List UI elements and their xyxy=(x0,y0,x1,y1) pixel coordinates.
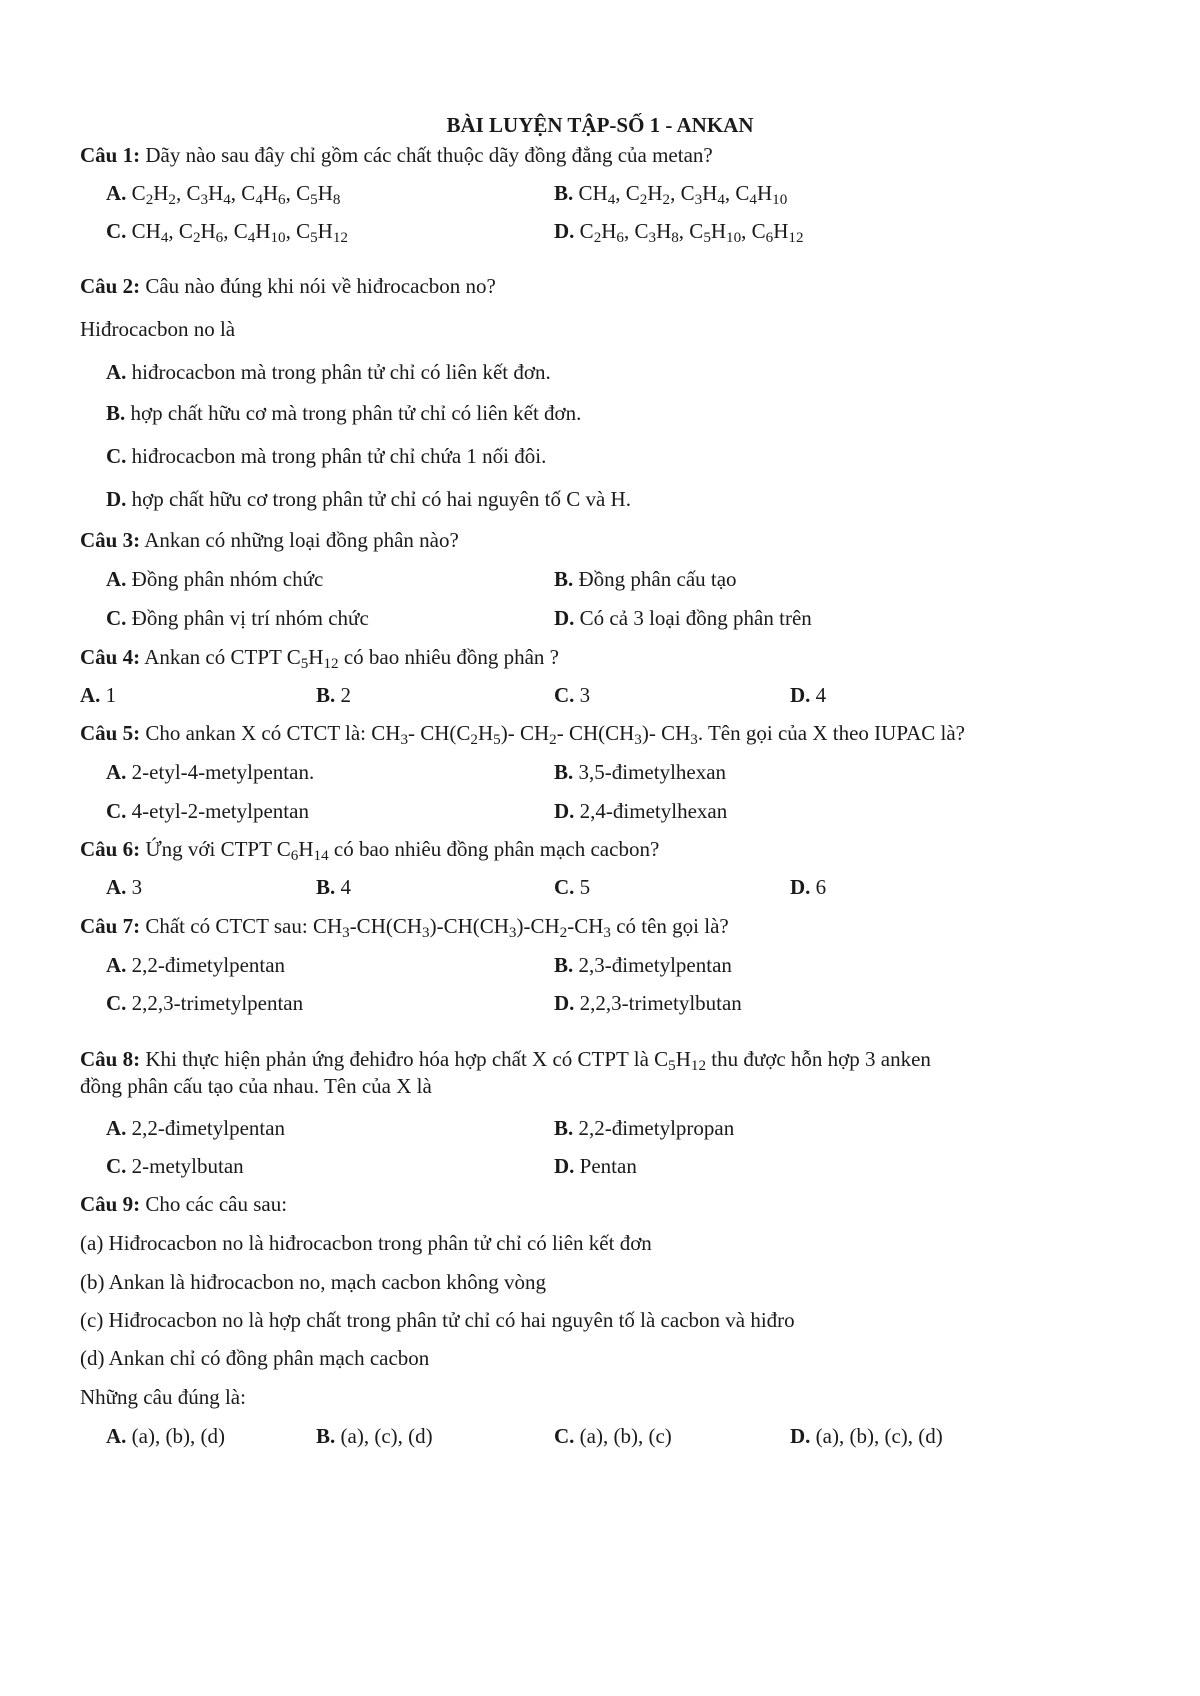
question-1 xyxy=(80,141,713,169)
option-label: D. xyxy=(790,875,811,899)
option-text: (a), (b), (c), (d) xyxy=(815,1424,943,1448)
question-label: Câu 8: xyxy=(80,1047,141,1071)
option-label: A. xyxy=(106,567,127,591)
q4-option-d xyxy=(790,681,826,709)
option-label: A. xyxy=(106,1424,127,1448)
q7-option-b xyxy=(554,951,732,979)
option-label: C. xyxy=(106,1154,127,1178)
question-7 xyxy=(80,912,729,940)
option-text: 3 xyxy=(131,875,143,899)
q1-option-c xyxy=(106,217,348,245)
question-6 xyxy=(80,835,659,863)
option-text: 3,5-đimetylhexan xyxy=(578,760,727,784)
question-text: Khi thực hiện phản ứng đehiđro hóa hợp chất X có CTPT là $C_5H_{12}$ thu được hỗn hợp 3 anken xyxy=(145,1047,931,1075)
q7-option-d xyxy=(554,989,742,1017)
option-text: hiđrocacbon mà trong phân tử chỉ có liên kết đơn. xyxy=(131,360,551,384)
option-label: B. xyxy=(316,683,336,707)
option-label: A. xyxy=(106,360,127,384)
question-text: Ankan có những loại đồng phân nào? xyxy=(144,528,459,552)
option-text: hiđrocacbon mà trong phân tử chỉ chứa 1 nối đôi. xyxy=(131,444,547,468)
option-label: D. xyxy=(554,799,575,823)
option-label: B. xyxy=(106,401,126,425)
question-text: Ankan có CTPT $C_5H_{12}$ có bao nhiêu đồng phân ? xyxy=(144,645,560,673)
option-label: C. xyxy=(106,606,127,630)
option-label: C. xyxy=(554,683,575,707)
option-text: Đồng phân vị trí nhóm chức xyxy=(131,606,369,630)
question-text: Cho ankan X có CTCT là: $CH_3-$ $CH(C_2H_5)-$ $CH_2-$ $CH(CH_3)-$ $CH_3$. Tên gọi của X theo IUPAC là? xyxy=(145,721,965,749)
option-label: D. xyxy=(790,1424,811,1448)
option-label: D. xyxy=(790,683,811,707)
question-text: Ứng với CTPT $C_6H_{14}$ có bao nhiêu đồng phân mạch cacbon? xyxy=(145,837,660,865)
q1-option-d xyxy=(554,217,804,245)
page-title: BÀI LUYỆN TẬP-SỐ 1 - ANKAN xyxy=(446,113,754,137)
option-label: C. xyxy=(106,991,127,1015)
statement-b: (b) Ankan là hiđrocacbon no, mạch cacbon không vòng xyxy=(80,1270,546,1294)
question-label: Câu 4: xyxy=(80,645,141,669)
option-text: 4 xyxy=(340,875,352,899)
option-label: A. xyxy=(106,760,127,784)
q8-option-c xyxy=(106,1152,244,1180)
option-text: (a), (c), (d) xyxy=(340,1424,433,1448)
option-text: hợp chất hữu cơ trong phân tử chỉ có hai nguyên tố C và H. xyxy=(131,487,631,511)
q8-option-a xyxy=(106,1114,285,1142)
q2-option-b xyxy=(106,399,581,427)
option-label: D. xyxy=(106,487,127,511)
q3-option-c xyxy=(106,604,369,632)
question-2 xyxy=(80,272,496,300)
question-label: Câu 3: xyxy=(80,528,141,552)
option-text: hợp chất hữu cơ mà trong phân tử chỉ có liên kết đơn. xyxy=(130,401,582,425)
q2-option-c xyxy=(106,442,546,470)
q3-option-d xyxy=(554,604,812,632)
q5-option-b xyxy=(554,758,726,786)
option-label: C. xyxy=(554,875,575,899)
option-label: A. xyxy=(106,875,127,899)
option-text: $C_2H_6$, $C_3H_8$, $C_5H_{10}$, $C_6H_{12}$ xyxy=(579,219,804,247)
option-label: B. xyxy=(316,875,336,899)
question-label: Câu 9: xyxy=(80,1192,141,1216)
q6-option-b xyxy=(316,873,351,901)
question-label: Câu 2: xyxy=(80,274,141,298)
option-label: B. xyxy=(554,760,574,784)
q6-option-d xyxy=(790,873,826,901)
q9-prompt: Những câu đúng là: xyxy=(80,1385,246,1409)
question-label: Câu 7: xyxy=(80,914,141,938)
option-label: A. xyxy=(80,683,101,707)
statement-a: (a) Hiđrocacbon no là hiđrocacbon trong phân tử chỉ có liên kết đơn xyxy=(80,1231,652,1255)
option-text: Có cả 3 loại đồng phân trên xyxy=(579,606,812,630)
q9-option-c xyxy=(554,1422,672,1450)
q4-option-b xyxy=(316,681,351,709)
option-text: 2,3-đimetylpentan xyxy=(578,953,732,977)
option-text: 4 xyxy=(815,683,827,707)
q7-option-a xyxy=(106,951,285,979)
option-text: 2-etyl-4-metylpentan. xyxy=(131,760,315,784)
q9-option-b xyxy=(316,1422,433,1450)
q4-option-a xyxy=(80,681,116,709)
question-8 xyxy=(80,1045,931,1073)
option-text: 2 xyxy=(340,683,352,707)
q2-option-a xyxy=(106,358,551,386)
option-text: $CH_4$, $C_2H_2$, $C_3H_4$, $C_4H_{10}$ xyxy=(578,181,788,209)
question-label: Câu 1: xyxy=(80,143,141,167)
option-text: (a), (b), (d) xyxy=(131,1424,225,1448)
option-text: 2,4-đimetylhexan xyxy=(579,799,728,823)
question-label: Câu 6: xyxy=(80,837,141,861)
option-text: 3 xyxy=(579,683,591,707)
question-text: Cho các câu sau: xyxy=(145,1192,288,1216)
q8-option-d xyxy=(554,1152,637,1180)
option-text: 2,2-đimetylpropan xyxy=(578,1116,735,1140)
q6-option-c xyxy=(554,873,590,901)
q2-stem: Hiđrocacbon no là xyxy=(80,317,236,341)
option-label: B. xyxy=(554,1116,574,1140)
option-text: 6 xyxy=(815,875,827,899)
option-text: 4-etyl-2-metylpentan xyxy=(131,799,309,823)
option-label: B. xyxy=(554,181,574,205)
question-8-continued: đồng phân cấu tạo của nhau. Tên của X là xyxy=(80,1074,432,1098)
option-text: 5 xyxy=(579,875,591,899)
question-label: Câu 5: xyxy=(80,721,141,745)
question-4 xyxy=(80,643,559,671)
q5-option-c xyxy=(106,797,309,825)
option-text: Đồng phân cấu tạo xyxy=(578,567,737,591)
option-label: C. xyxy=(106,444,127,468)
question-text: Chất có CTCT sau: $CH_3-CH(CH_3)-CH(CH_3)-CH_2-CH_3$ có tên gọi là? xyxy=(145,914,729,942)
q3-option-a xyxy=(106,565,323,593)
option-text: 2,2-đimetylpentan xyxy=(131,953,286,977)
question-5 xyxy=(80,719,965,747)
option-text: 2,2-đimetylpentan xyxy=(131,1116,286,1140)
q9-option-d xyxy=(790,1422,943,1450)
option-label: C. xyxy=(106,219,127,243)
option-label: D. xyxy=(554,1154,575,1178)
option-label: D. xyxy=(554,606,575,630)
option-text: (a), (b), (c) xyxy=(579,1424,672,1448)
option-text: $C_2H_2$, $C_3H_4$, $C_4H_6$, $C_5H_8$ xyxy=(131,181,341,209)
statement-c: (c) Hiđrocacbon no là hợp chất trong phân tử chỉ có hai nguyên tố là cacbon và hiđro xyxy=(80,1308,795,1332)
option-label: C. xyxy=(106,799,127,823)
option-text: $CH_4$, $C_2H_6$, $C_4H_{10}$, $C_5H_{12}$ xyxy=(131,219,348,247)
question-text: Dãy nào sau đây chỉ gồm các chất thuộc dãy đồng đẳng của metan? xyxy=(145,143,713,167)
q8-option-b xyxy=(554,1114,734,1142)
option-label: A. xyxy=(106,953,127,977)
q6-option-a xyxy=(106,873,142,901)
option-label: C. xyxy=(554,1424,575,1448)
q3-option-b xyxy=(554,565,737,593)
option-text: 2,2,3-trimetylpentan xyxy=(131,991,304,1015)
question-text: Câu nào đúng khi nói về hiđrocacbon no? xyxy=(145,274,496,298)
option-label: A. xyxy=(106,1116,127,1140)
q9-option-a xyxy=(106,1422,225,1450)
option-label: B. xyxy=(554,953,574,977)
statement-d: (d) Ankan chỉ có đồng phân mạch cacbon xyxy=(80,1346,430,1370)
q5-option-d xyxy=(554,797,727,825)
option-text: 1 xyxy=(105,683,117,707)
q1-option-a xyxy=(106,179,340,207)
option-text: 2-metylbutan xyxy=(131,1154,244,1178)
option-text: Pentan xyxy=(579,1154,637,1178)
option-text: 2,2,3-trimetylbutan xyxy=(579,991,742,1015)
option-label: D. xyxy=(554,991,575,1015)
option-label: B. xyxy=(316,1424,336,1448)
option-label: D. xyxy=(554,219,575,243)
q5-option-a xyxy=(106,758,314,786)
question-3 xyxy=(80,526,459,554)
q7-option-c xyxy=(106,989,303,1017)
option-text: Đồng phân nhóm chức xyxy=(131,567,324,591)
question-9 xyxy=(80,1190,287,1218)
option-label: B. xyxy=(554,567,574,591)
option-label: A. xyxy=(106,181,127,205)
q4-option-c xyxy=(554,681,590,709)
q1-option-b xyxy=(554,179,787,207)
q2-option-d xyxy=(106,485,631,513)
